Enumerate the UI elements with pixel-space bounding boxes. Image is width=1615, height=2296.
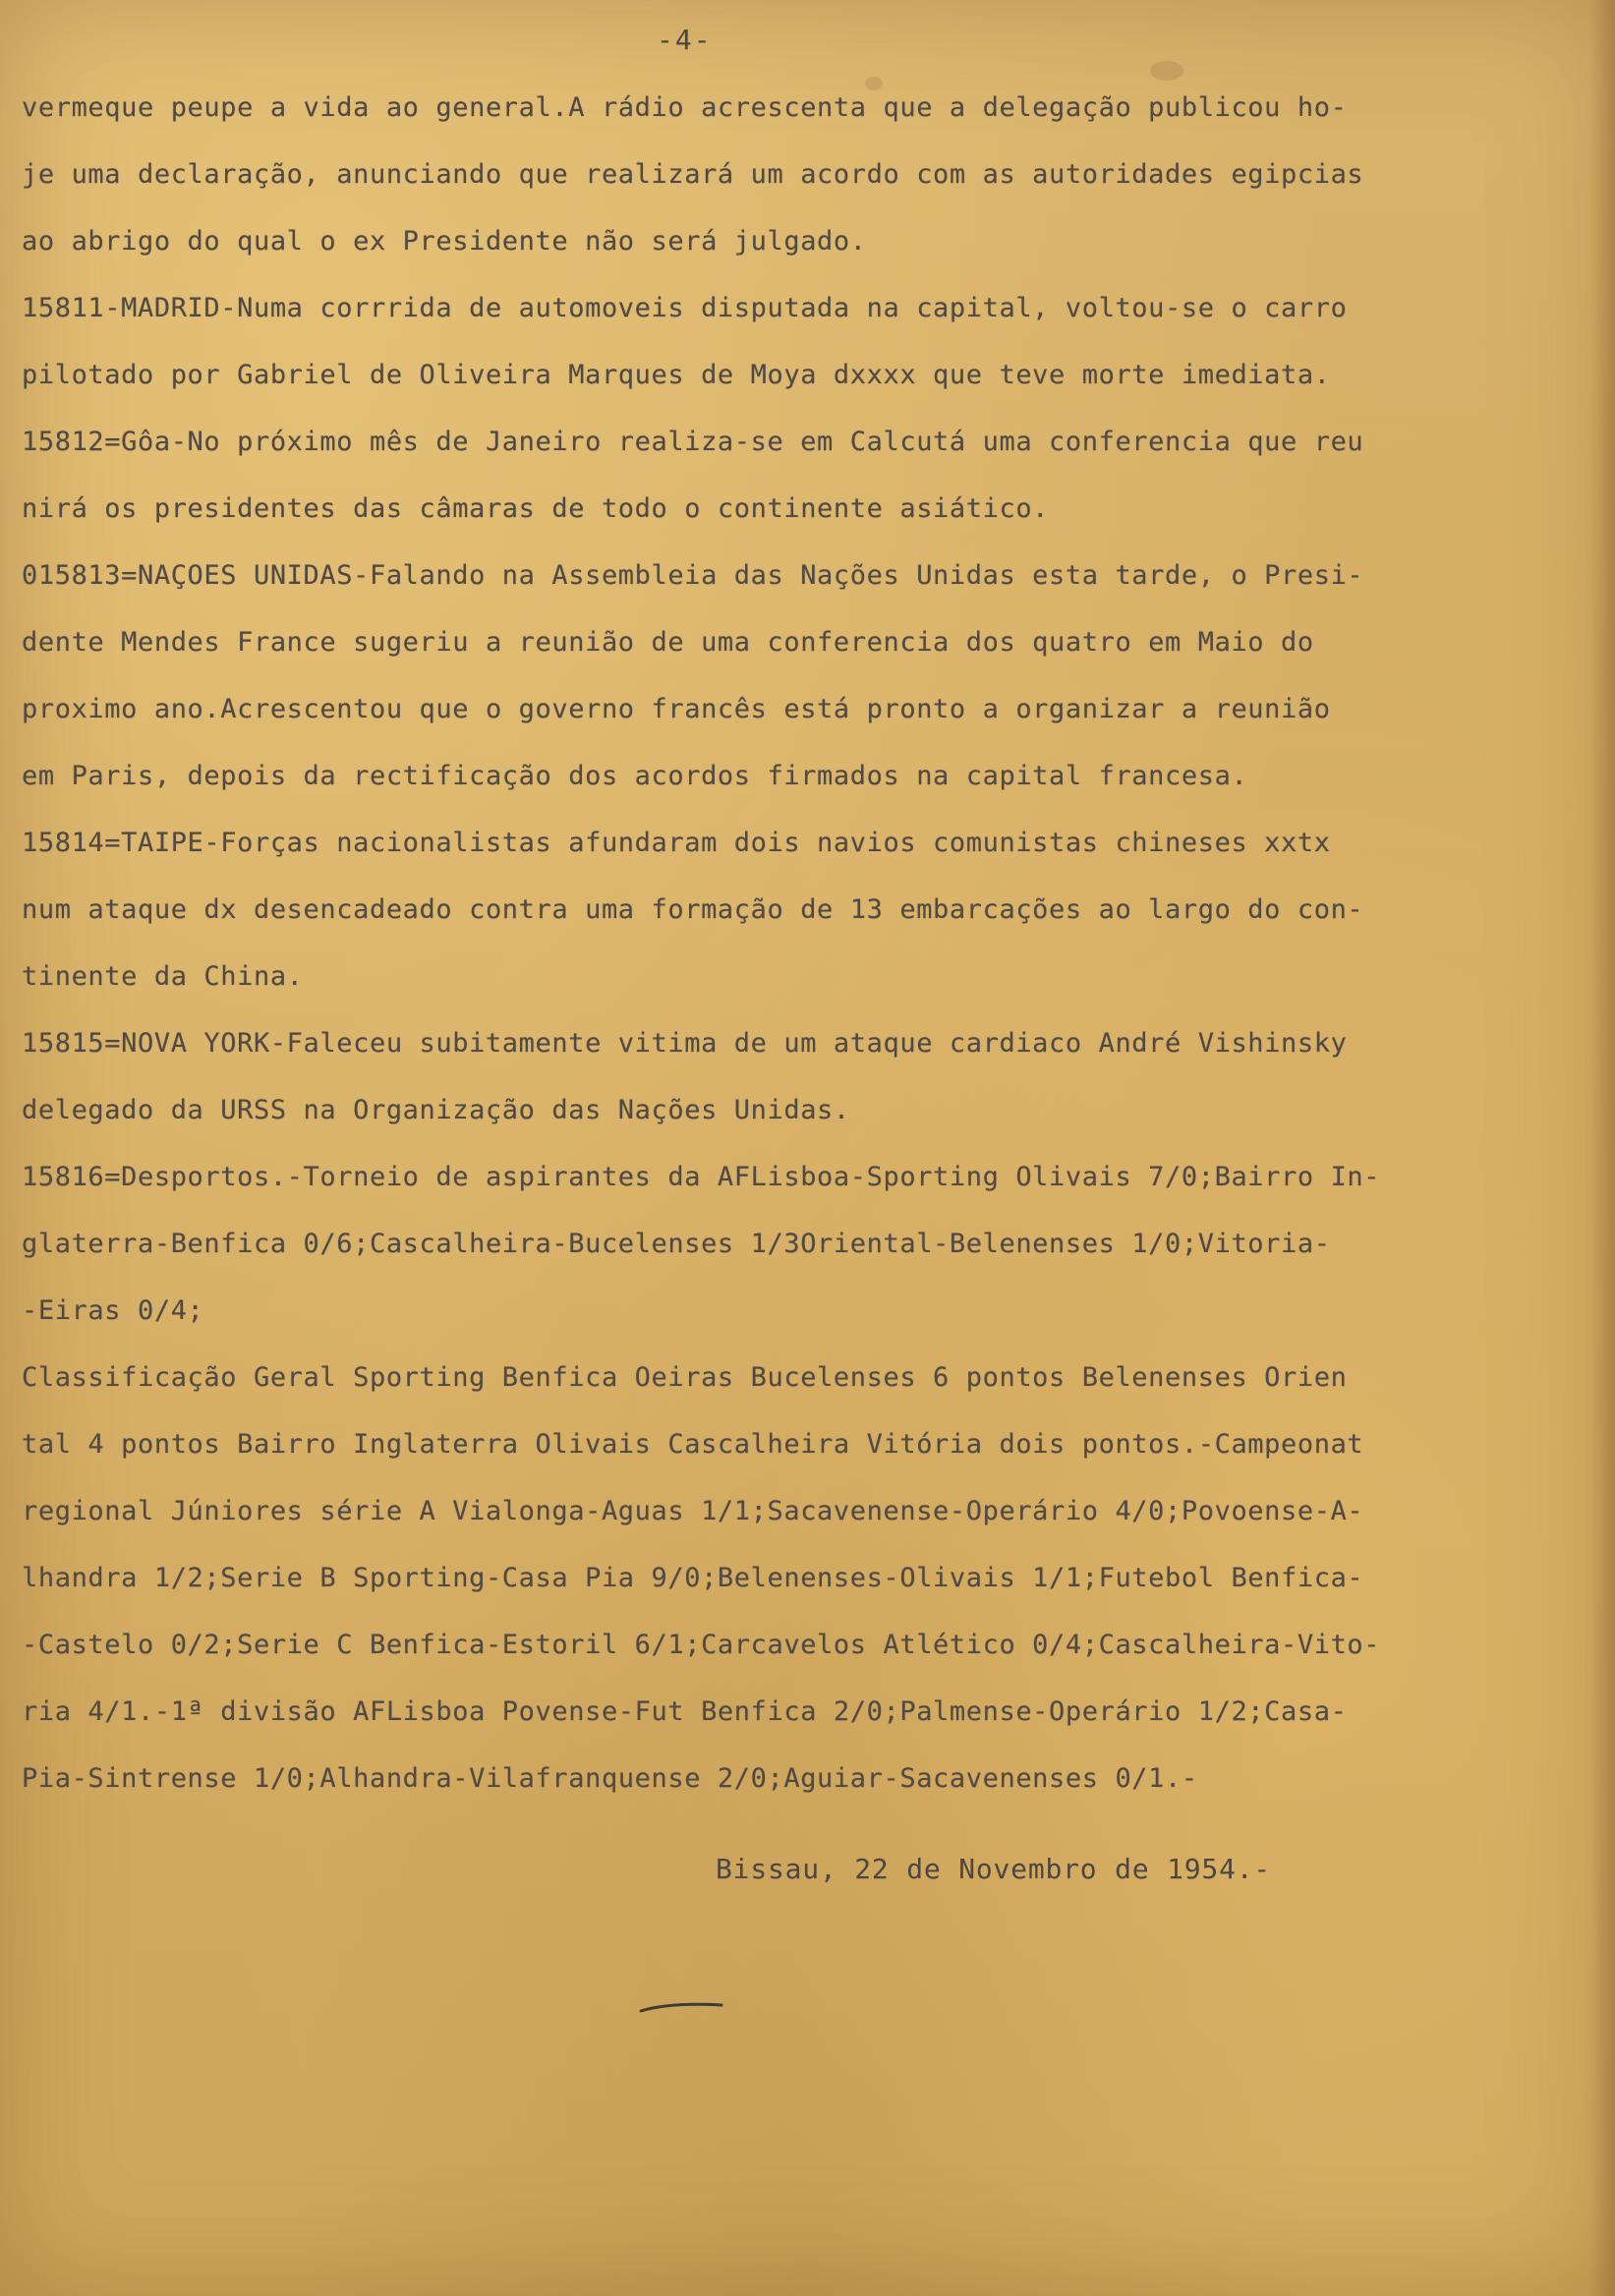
text-line: dente Mendes France sugeriu a reunião de uma conferencia dos quatro em Maio do [22,627,1314,658]
text-line: pilotado por Gabriel de Oliveira Marques de Moya dxxxx que teve morte imediata. [22,360,1331,390]
news-item-15811: 15811-MADRID-Numa corrrida de automoveis disputada na capital, voltou-se o carro [22,293,1348,323]
text-line: lhandra 1/2;Serie B Sporting-Casa Pia 9/0;Belenenses-Olivais 1/1;Futebol Benfica- [22,1563,1364,1593]
text-line: delegado da URSS na Organização das Nações Unidas. [22,1095,850,1125]
text-line: nirá os presidentes das câmaras de todo o continente asiático. [22,493,1050,524]
signature-dash [639,1995,723,2019]
text-line: ria 4/1.-1ª divisão AFLisboa Povense-Fut Benfica 2/0;Palmense-Operário 1/2;Casa- [22,1696,1348,1727]
text-line: regional Júniores série A Vialonga-Aguas 1/1;Sacavenense-Operário 4/0;Povoense-A- [22,1496,1364,1526]
text-line: num ataque dx desencadeado contra uma formação de 13 embarcações ao largo do con- [22,894,1364,925]
paper-edge-shadow [1589,0,1615,2296]
text-line: Classificação Geral Sporting Benfica Oeiras Bucelenses 6 pontos Belenenses Orien [22,1362,1348,1393]
page-number: -4- [657,24,713,56]
place-date-signoff: Bissau, 22 de Novembro de 1954.- [716,1853,1272,1885]
news-item-15814: 15814=TAIPE-Forças nacionalistas afundaram dois navios comunistas chineses xxtx [22,828,1331,858]
text-line: proximo ano.Acrescentou que o governo francês está pronto a organizar a reunião [22,694,1331,724]
news-item-15813: 015813=NAÇOES UNIDAS-Falando na Assembleia das Nações Unidas esta tarde, o Presi- [22,560,1364,591]
text-line: em Paris, depois da rectificação dos acordos firmados na capital francesa. [22,761,1248,791]
text-line: je uma declaração, anunciando que realizará um acordo com as autoridades egipcias [22,159,1364,190]
telegram-body [22,86,1580,1824]
text-line: -Eiras 0/4; [22,1295,204,1326]
text-line: -Castelo 0/2;Serie C Benfica-Estoril 6/1;Carcavelos Atlético 0/4;Cascalheira-Vito- [22,1630,1381,1660]
text-line: tal 4 pontos Bairro Inglaterra Olivais Cascalheira Vitória dois pontos.-Campeonat [22,1429,1364,1460]
news-item-15815: 15815=NOVA YORK-Faleceu subitamente vitima de um ataque cardiaco André Vishinsky [22,1028,1348,1059]
news-item-15816: 15816=Desportos.-Torneio de aspirantes da AFLisboa-Sporting Olivais 7/0;Bairro In- [22,1162,1381,1192]
text-line: glaterra-Benfica 0/6;Cascalheira-Bucelenses 1/3Oriental-Belenenses 1/0;Vitoria- [22,1229,1331,1259]
text-line: tinente da China. [22,961,304,992]
text-line: ao abrigo do qual o ex Presidente não será julgado. [22,226,867,257]
paper-stain [1150,61,1183,81]
text-line: vermeque peupe a vida ao general.A rádio acrescenta que a delegação publicou ho- [22,92,1348,123]
news-item-15812: 15812=Gôa-No próximo mês de Janeiro realiza-se em Calcutá uma conferencia que reu [22,427,1364,457]
text-line: Pia-Sintrense 1/0;Alhandra-Vilafranquense 2/0;Aguiar-Sacavenenses 0/1.- [22,1763,1198,1794]
